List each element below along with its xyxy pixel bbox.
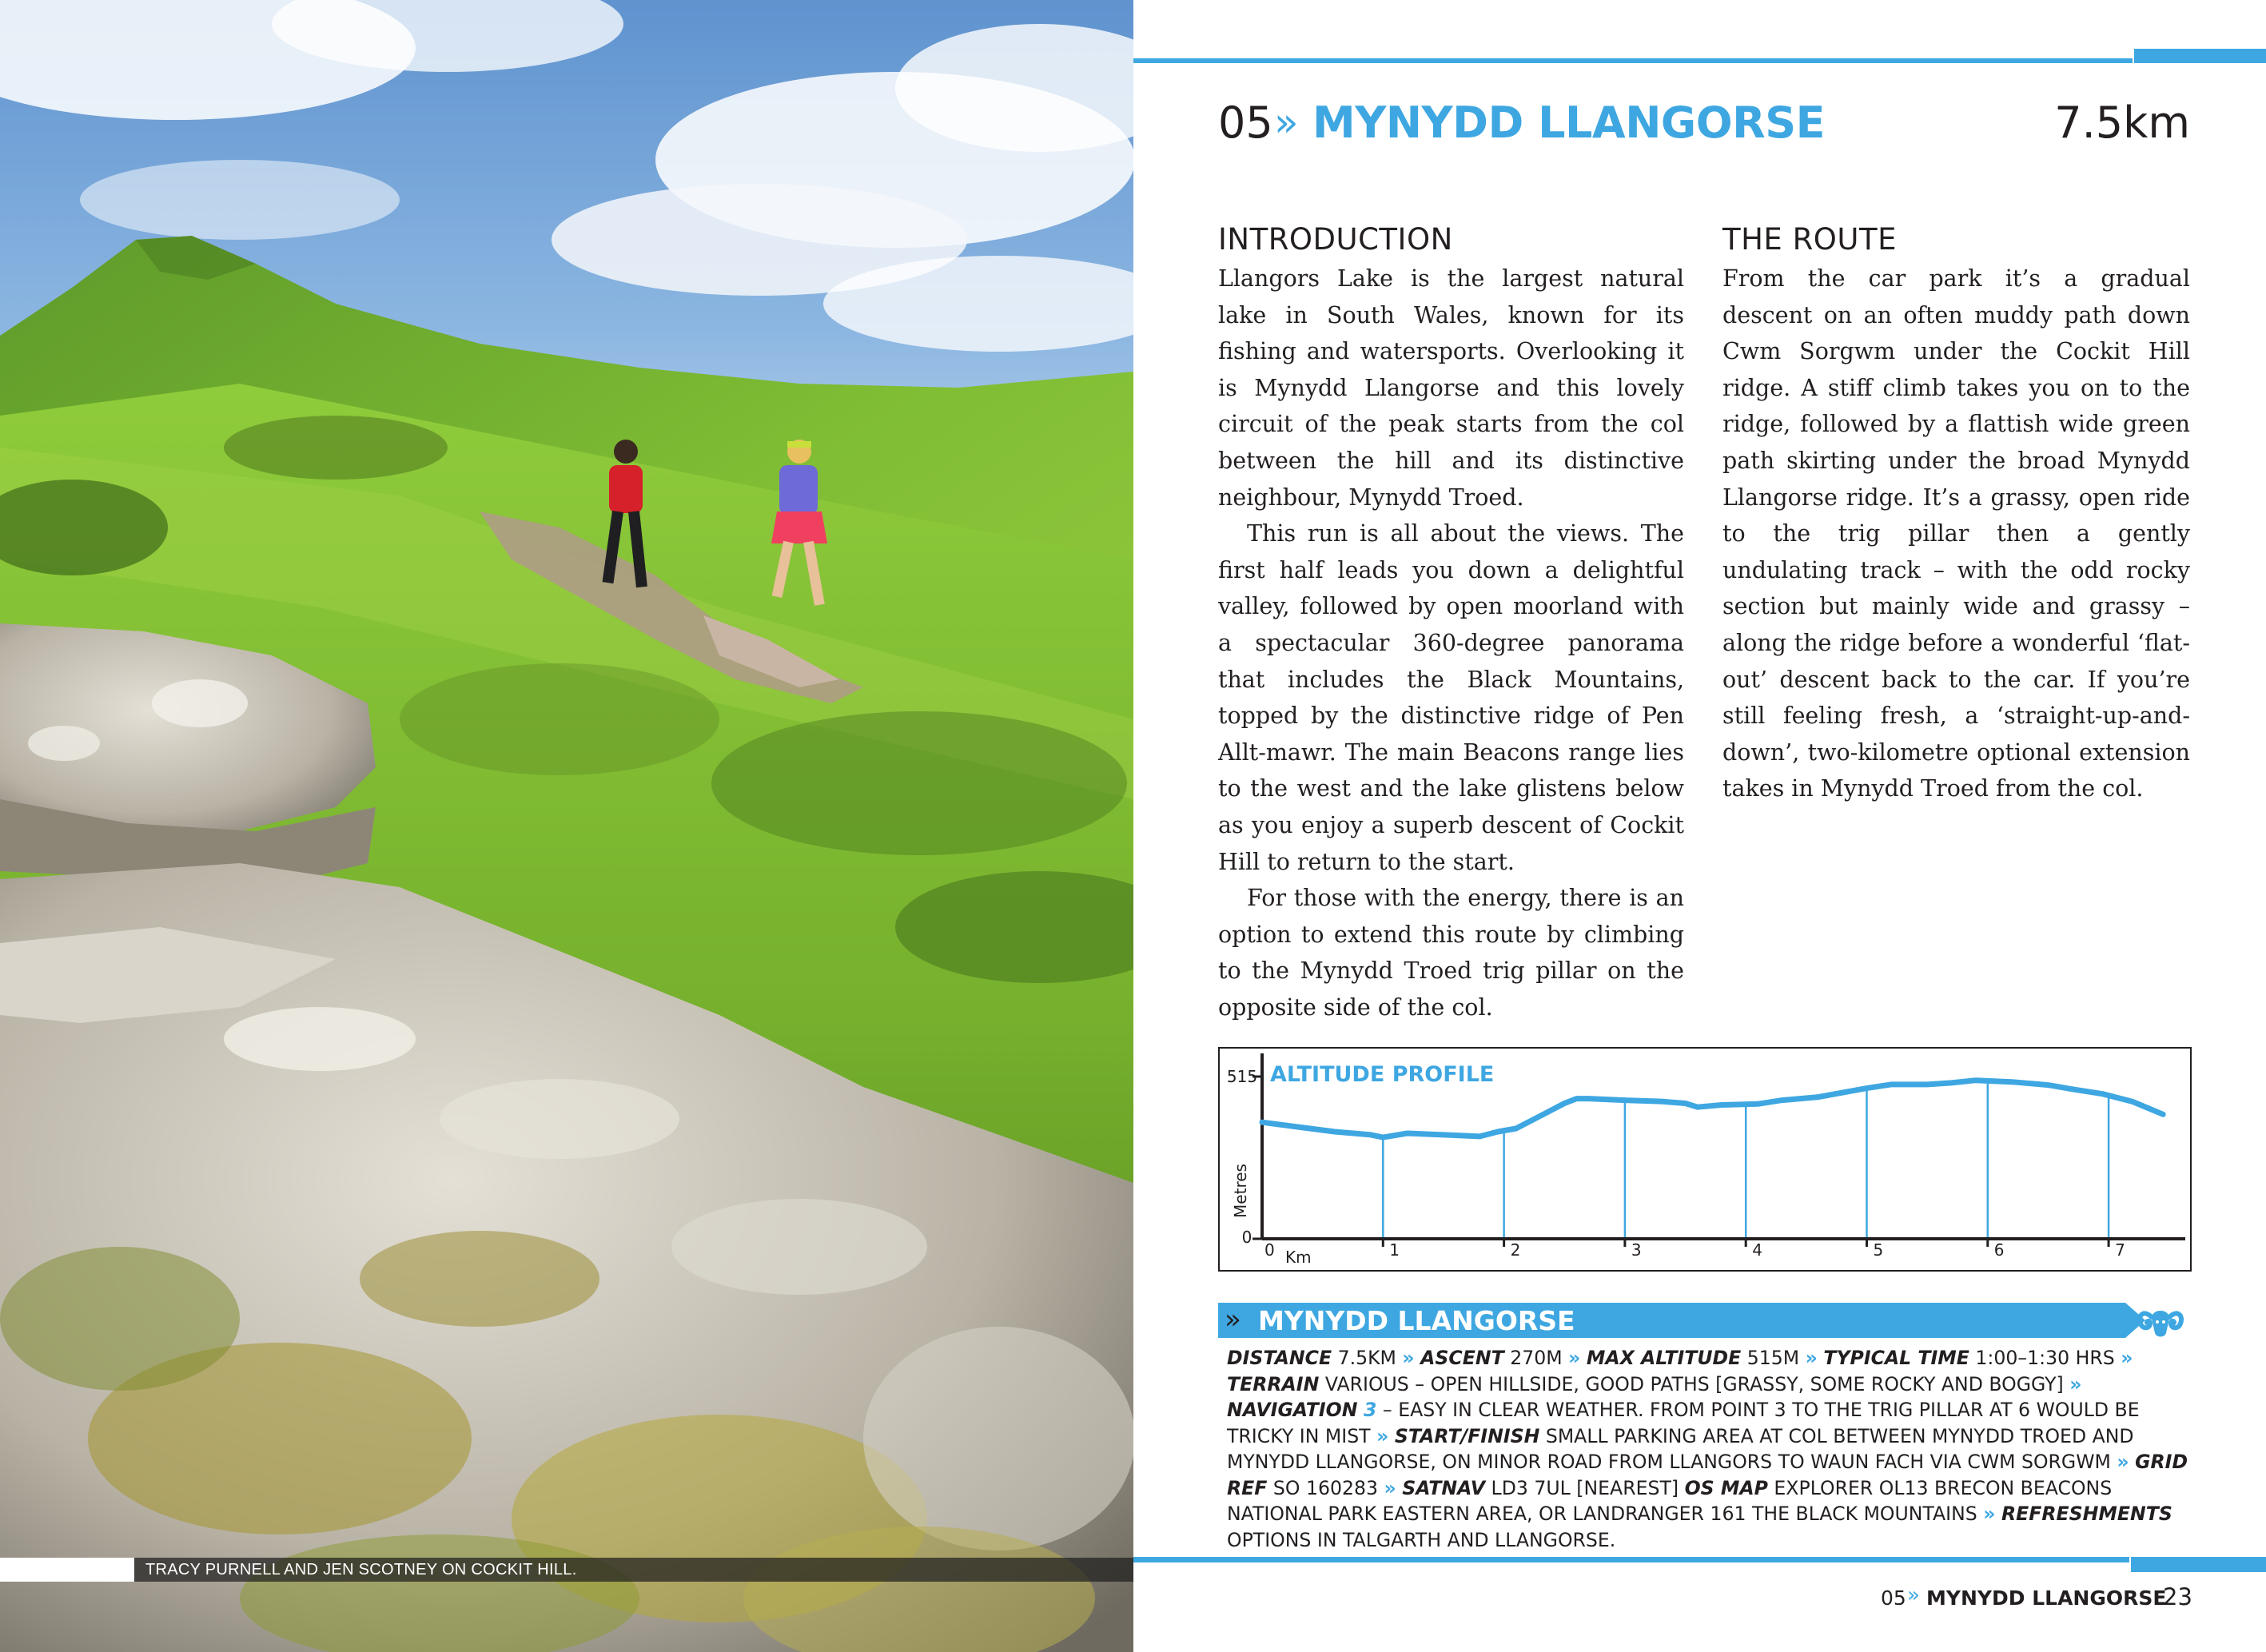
x-tick-label-0: 0	[1264, 1240, 1275, 1260]
chart-title: ALTITUDE PROFILE	[1270, 1062, 1495, 1087]
terrain-label: TERRAIN	[1227, 1372, 1320, 1395]
x-tick-label-7: 7	[2115, 1240, 2125, 1260]
double-chevron-right-icon: »	[2117, 1451, 2129, 1473]
double-chevron-right-icon: »	[1402, 1347, 1415, 1369]
double-chevron-right-icon: »	[2121, 1347, 2133, 1369]
altitude-line	[1262, 1081, 2163, 1137]
navigation-value: – EASY IN CLEAR WEATHER. FROM POINT 3 TO THE TRIG PILLAR AT 6 WOULD BE TRICKY IN MIST	[1227, 1399, 2140, 1447]
y-axis-label: Metres	[1231, 1164, 1250, 1218]
bottom-rule	[1133, 1557, 2129, 1562]
double-chevron-right-icon: »	[1225, 1304, 1241, 1336]
x-tick-label-2: 2	[1510, 1240, 1521, 1260]
intro-paragraph-2: This run is all about the views. The first half leads you down a delightful valley, followed by open moorland with a spectacular 360-degree panorama that includes the Black Mountains, topped by the distinctive ridge of Pen Allt-mawr. The main Beacons range lies to the west and the lake glistens below as you enjoy a superb descent of Cockit Hill to return to the start.	[1218, 520, 1684, 875]
y-tick-515: 515	[1226, 1067, 1258, 1086]
top-rule-tab	[2134, 49, 2266, 63]
terrain-value: VARIOUS – OPEN HILLSIDE, GOOD PATHS [GRASSY, SOME ROCKY AND BOGGY]	[1324, 1372, 2064, 1395]
intro-paragraph-3: For those with the energy, there is an option to extend this route by climbing to the Mynydd Troed trig pillar on the opposite side of the col.	[1218, 885, 1684, 1021]
double-chevron-right-icon: »	[1805, 1347, 1818, 1369]
max-altitude-value: 515M	[1746, 1347, 1800, 1369]
x-tick-label-5: 5	[1873, 1240, 1884, 1260]
x-tick-label-3: 3	[1631, 1240, 1642, 1260]
double-chevron-right-icon: »	[1274, 99, 1299, 145]
start-finish-label: START/FINISH	[1394, 1424, 1540, 1447]
double-chevron-right-icon: »	[1907, 1583, 1920, 1607]
ascent-label: ASCENT	[1420, 1347, 1504, 1369]
route-heading: THE ROUTE	[1722, 222, 1897, 257]
ram-head-icon	[2136, 1298, 2185, 1347]
typical-time-value: 1:00–1:30 HRS	[1975, 1347, 2115, 1369]
max-altitude-label: MAX ALTITUDE	[1586, 1347, 1742, 1369]
double-chevron-right-icon: »	[1568, 1347, 1581, 1369]
introduction-text	[1218, 261, 1684, 1025]
info-title: MYNYDD LLANGORSE	[1258, 1305, 1575, 1336]
satnav-label: SATNAV	[1402, 1476, 1486, 1499]
introduction-heading: INTRODUCTION	[1218, 222, 1453, 257]
route-distance: 7.5km	[2054, 98, 2190, 148]
x-tick-label-4: 4	[1752, 1240, 1762, 1260]
satnav-value: LD3 7UL [NEAREST]	[1491, 1476, 1679, 1499]
x-tick-label-6: 6	[1993, 1240, 2005, 1260]
altitude-profile-chart	[1218, 1047, 2192, 1272]
double-chevron-right-icon: »	[1983, 1503, 1996, 1525]
double-chevron-right-icon: »	[2069, 1372, 2082, 1395]
refreshments-label: REFRESHMENTS	[2001, 1503, 2172, 1525]
photo-caption: TRACY PURNELL AND JEN SCOTNEY ON COCKIT HILL.	[145, 1561, 577, 1578]
double-chevron-right-icon: »	[1376, 1424, 1389, 1447]
start-finish-value: SMALL PARKING AREA AT COL BETWEEN MYNYDD TROED AND MYNYDD LLANGORSE, ON MINOR ROAD FROM LLANGORS TO WAUN FACH VIA CWM SORGWM	[1227, 1424, 2134, 1473]
bottom-rule-tab	[2131, 1557, 2266, 1572]
page-number: 23	[2163, 1583, 2192, 1610]
double-chevron-right-icon: »	[1384, 1476, 1396, 1499]
route-paragraph: From the car park it’s a gradual descent on an often muddy path down Cwm Sorgwm under the Cockit Hill ridge. A stiff climb takes you on to the ridge, followed by a flattish wide green path skirting under the broad Mynydd Llangorse ridge. It’s a grassy, open ride to the trig pillar then a gently undulating track – with the odd rocky section but mainly wide and grassy – along the ridge before a wonderful ‘flat-out’ descent back to the car. If you’re still feeling fresh, a ‘straight-up-and-down’, two-kilometre optional extension takes in Mynydd Troed from the col.	[1722, 265, 2190, 802]
navigation-label: NAVIGATION	[1227, 1399, 1358, 1421]
distance-label: DISTANCE	[1227, 1347, 1332, 1369]
x-axis-label: Km	[1285, 1248, 1312, 1267]
top-rule	[1133, 58, 2133, 63]
grid-ref-label: GRID REF	[1227, 1451, 2188, 1499]
route-text	[1722, 261, 2190, 807]
intro-paragraph-1: Llangors Lake is the largest natural lake in South Wales, known for its fishing and watersports. Overlooking it is Mynydd Llangorse and this lovely circuit of the peak starts from the col between the hill and its distinctive neighbour, Mynydd Troed.	[1218, 265, 1684, 511]
grid-ref-value: SO 160283	[1272, 1476, 1379, 1499]
typical-time-label: TYPICAL TIME	[1823, 1347, 1969, 1369]
ascent-value: 270M	[1510, 1347, 1563, 1369]
refreshments-value: OPTIONS IN TALGARTH AND LLANGORSE.	[1227, 1528, 1616, 1551]
distance-value: 7.5KM	[1337, 1347, 1396, 1369]
y-tick-0: 0	[1241, 1228, 1252, 1247]
caption-white-block	[0, 1558, 134, 1582]
route-title: MYNYDD LLANGORSE	[1312, 98, 1825, 148]
route-info-text	[1227, 1345, 2194, 1553]
route-number: 05	[1218, 98, 1273, 148]
x-tick-label-1: 1	[1389, 1240, 1400, 1260]
footer-route-name: MYNYDD LLANGORSE	[1926, 1586, 2167, 1610]
os-map-label: OS MAP	[1684, 1476, 1768, 1499]
navigation-grade: 3	[1364, 1399, 1377, 1421]
footer-route-number: 05	[1881, 1586, 1906, 1610]
os-map-value: EXPLORER OL13 BRECON BEACONS NATIONAL PARK EASTERN AREA, OR LANDRANGER 161 THE BLACK MOUNTAINS	[1227, 1476, 2113, 1525]
